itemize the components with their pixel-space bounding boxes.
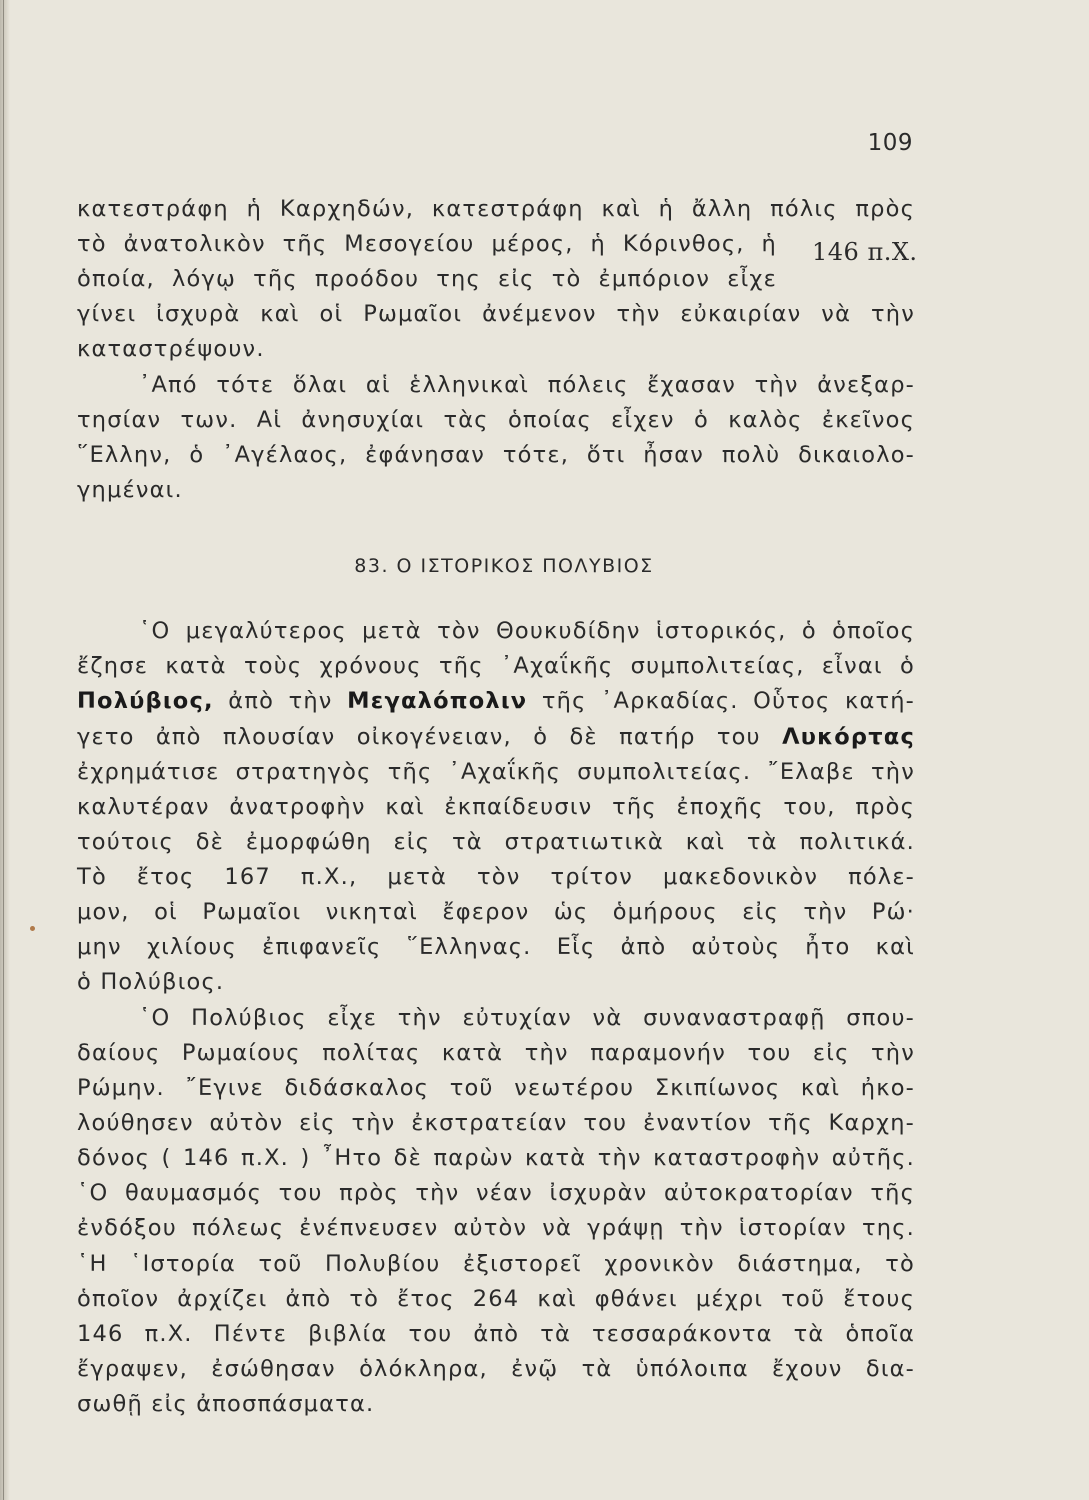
section-heading: 83. Ο ΙΣΤΟΡΙΚΟΣ ΠΟΛΥΒΙΟΣ: [354, 555, 654, 577]
paper-speck: [30, 926, 35, 931]
text-line: δαίους Ρωμαίους πολίτας κατὰ τὴν παραμονήν του εἰς τὴν: [77, 1040, 915, 1066]
text-line: Ρώμην. ῎Εγινε διδάσκαλος τοῦ νεωτέρου Σκιπίωνος καὶ ἠκο-: [77, 1075, 915, 1101]
text-line: ἐνδόξου πόλεως ἐνέπνευσεν αὐτὸν νὰ γράψῃ τὴν ἱστορίαν της.: [77, 1215, 915, 1241]
text-line: ἐχρημάτισε στρατηγὸς τῆς ᾿Αχαΐκῆς συμπολιτείας. ῎Ελαβε τὴν: [77, 759, 915, 785]
text-line: ῾Ο μεγαλύτερος μετὰ τὸν Θουκυδίδην ἱστορικός, ὁ ὁποῖος: [139, 618, 915, 644]
text-line: [77, 684, 915, 719]
text-line: [77, 720, 915, 755]
text-line: 146 π.Χ. Πέντε βιβλία του ἀπὸ τὰ τεσσαράκοντα τὰ ὁποῖα: [77, 1321, 915, 1347]
text-line: ὁποία, λόγῳ τῆς προόδου της εἰς τὸ ἐμπόριον εἶχε: [77, 266, 777, 292]
text-line: Τὸ ἔτος 167 π.Χ., μετὰ τὸν τρίτον μακεδονικὸν πόλε-: [77, 864, 915, 890]
text-line: ῾Η ῾Ιστορία τοῦ Πολυβίου ἐξιστορεῖ χρονικὸν διάστημα, τὸ: [77, 1251, 915, 1277]
text-line: μην χιλίους ἐπιφανεῖς ῞Ελληνας. Εἷς ἀπὸ αὐτοὺς ἦτο καὶ: [77, 934, 915, 960]
text-line: ῾Ο Πολύβιος εἶχε τὴν εὐτυχίαν νὰ συναναστραφῇ σπου-: [139, 1005, 915, 1031]
text-fragment: τῆς ᾿Αρκαδίας. Οὗτος κατή-: [527, 688, 916, 714]
text-line: ᾿Από τότε ὅλαι αἱ ἑλληνικαὶ πόλεις ἔχασαν τὴν ἀνεξαρ-: [139, 372, 915, 398]
name-polybius: Πολύβιος,: [77, 688, 214, 714]
text-line: καταστρέψουν.: [77, 336, 265, 362]
text-line: γημέναι.: [77, 477, 183, 503]
text-line: ὁποῖον ἀρχίζει ἀπὸ τὸ ἔτος 264 καὶ φθάνει μέχρι τοῦ ἔτους: [77, 1286, 915, 1312]
text-line: ὁ Πολύβιος.: [77, 969, 225, 995]
page-number: 109: [867, 130, 913, 156]
name-lykortas: Λυκόρτας: [782, 724, 915, 750]
text-line: σωθῇ εἰς ἀποσπάσματα.: [77, 1391, 375, 1417]
text-line: ἔζησε κατὰ τοὺς χρόνους τῆς ᾿Αχαΐκῆς συμπολιτείας, εἶναι ὁ: [77, 653, 915, 679]
text-line: ῾Ο θαυμασμός του πρὸς τὴν νέαν ἰσχυρὰν αὐτοκρατορίαν τῆς: [77, 1180, 915, 1206]
text-line: τησίαν των. Αἱ ἀνησυχίαι τὰς ὁποίας εἶχεν ὁ καλὸς ἐκεῖνος: [77, 407, 915, 433]
text-line: καλυτέραν ἀνατροφὴν καὶ ἐκπαίδευσιν τῆς ἐποχῆς του, πρὸς: [77, 794, 915, 820]
text-line: μον, οἱ Ρωμαῖοι νικηταὶ ἔφερον ὡς ὁμήρους εἰς τὴν Ρώ·: [77, 899, 915, 925]
page-edge-line: [3, 0, 4, 1500]
text-line: δόνος ( 146 π.Χ. ) ῏Ητο δὲ παρὼν κατὰ τὴν καταστροφὴν αὐτῆς.: [77, 1145, 915, 1171]
text-fragment: ἀπὸ τὴν: [213, 688, 348, 714]
name-megalopolis: Μεγαλόπολιν: [347, 688, 528, 714]
text-line: ῞Ελλην, ὁ ᾿Αγέλαος, ἐφάνησαν τότε, ὅτι ἦσαν πολὺ δικαιολο-: [77, 442, 915, 468]
margin-date-note: 146 π.Χ.: [812, 238, 918, 266]
text-fragment: γετο ἀπὸ πλουσίαν οἰκογένειαν, ὁ δὲ πατήρ του: [77, 724, 783, 750]
text-line: ἔγραψεν, ἐσώθησαν ὁλόκληρα, ἐνῷ τὰ ὑπόλοιπα ἔχουν δια-: [77, 1356, 915, 1382]
text-line: λούθησεν αὐτὸν εἰς τὴν ἐκστρατείαν του ἐναντίον τῆς Καρχη-: [77, 1110, 915, 1136]
text-line: κατεστράφη ἡ Καρχηδών, κατεστράφη καὶ ἡ ἄλλη πόλις πρὸς: [77, 196, 915, 222]
text-line: γίνει ἰσχυρὰ καὶ οἱ Ρωμαῖοι ἀνέμενον τὴν εὐκαιρίαν νὰ τὴν: [77, 301, 915, 327]
page-binding-edge: [0, 0, 10, 1500]
text-line: τούτοις δὲ ἐμορφώθη εἰς τὰ στρατιωτικὰ καὶ τὰ πολιτικά.: [77, 829, 915, 855]
text-line: τὸ ἀνατολικὸν τῆς Μεσογείου μέρος, ἡ Κόρινθος, ἡ: [77, 231, 777, 257]
